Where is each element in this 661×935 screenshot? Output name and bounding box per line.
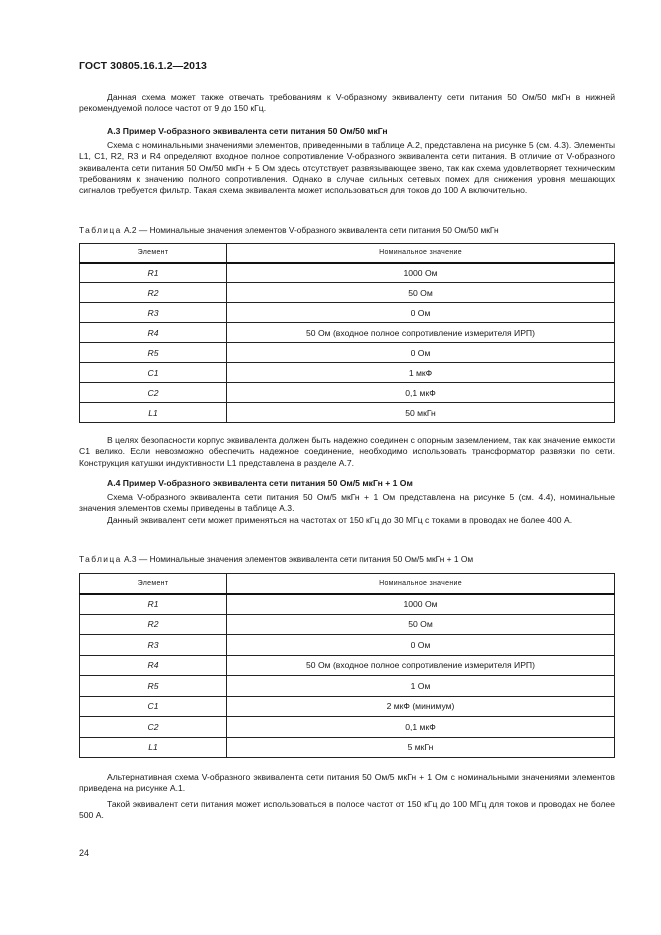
value-cell: 0,1 мкФ [227, 717, 615, 738]
table-a3-header-row [80, 574, 615, 594]
table-a2-caption-text: А.2 — Номинальные значения элементов V-образного эквивалента сети питания 50 Ом/50 мкГн [121, 225, 499, 235]
element-cell: C2 [80, 717, 227, 738]
table-a2-header-row [80, 244, 615, 263]
table-row [80, 635, 615, 656]
element-cell: R4 [80, 655, 227, 676]
value-cell: 0 Ом [227, 635, 615, 656]
value-cell: 1000 Ом [227, 263, 615, 283]
table-row [80, 283, 615, 303]
element-cell: R1 [80, 594, 227, 615]
table-a3-header-value: Номинальное значение [227, 574, 615, 594]
paragraph-a4-usage: Данный эквивалент сети может применяться на частотах от 150 кГц до 30 МГц с токами в проводах не более 400 А. [107, 515, 573, 525]
table-a2 [79, 243, 615, 423]
value-cell: 1000 Ом [227, 594, 615, 615]
table-a3-caption-prefix: Таблица [79, 554, 122, 564]
element-cell: R2 [80, 283, 227, 303]
element-cell: R5 [80, 343, 227, 363]
value-cell: 1 Ом [227, 676, 615, 697]
page-number: 24 [79, 848, 90, 858]
value-cell: 0 Ом [227, 303, 615, 323]
document-header: ГОСТ 30805.16.1.2—2013 [79, 60, 207, 72]
table-row [80, 303, 615, 323]
element-cell: R3 [80, 303, 227, 323]
paragraph-a3: Схема с номинальными значениями элементов, приведенными в таблице А.2, представлена на рисунке 5 (см. 4.3). Элементы L1, C1, R2, R3 и R4 определяют входное полное сопротивление V-образного эквивалента сети питания. В отличие от V-образного эквивалента сети питания 50 Ом/50 мкГн + 5 Ом здесь отсутствует развязывающее звено, так как схема удовлетворяет техническим требованиям к значению полного сопротивления. Однако в случае сильных сетевых помех для снижения уровня мешающих сигналов требуется фильтр. Такая схема эквивалента может использоваться для токов до 100 А включительно. [79, 140, 615, 196]
paragraph-safety: В целях безопасности корпус эквивалента должен быть надежно соединен с опорным заземлением, так как значение емкости С1 велико. Если невозможно обеспечить надежное соединение, необходимо использовать трансформатор развязки по сети. Конструкция катушки индуктивности L1 представлена в разделе А.7. [79, 435, 615, 468]
section-heading-a4: А.4 Пример V-образного эквивалента сети питания 50 Ом/5 мкГн + 1 Ом [107, 478, 413, 488]
element-cell: C1 [80, 363, 227, 383]
table-a3-caption-text: А.3 — Номинальные значения элементов эквивалента сети питания 50 Ом/5 мкГн + 1 Ом [121, 554, 474, 564]
table-a2-caption [79, 225, 499, 235]
value-cell: 50 Ом [227, 283, 615, 303]
element-cell: C1 [80, 696, 227, 717]
table-row [80, 717, 615, 738]
table-a3 [79, 573, 615, 758]
value-cell: 1 мкФ [227, 363, 615, 383]
value-cell: 50 мкГн [227, 403, 615, 423]
value-cell: 5 мкГн [227, 737, 615, 758]
element-cell: L1 [80, 737, 227, 758]
table-row [80, 737, 615, 758]
section-heading-a3: А.3 Пример V-образного эквивалента сети питания 50 Ом/50 мкГн [107, 126, 388, 136]
table-row [80, 594, 615, 615]
value-cell: 50 Ом (входное полное сопротивление измерителя ИРП) [227, 655, 615, 676]
value-cell: 0 Ом [227, 343, 615, 363]
table-row [80, 655, 615, 676]
table-row [80, 383, 615, 403]
table-row [80, 323, 615, 343]
value-cell: 2 мкФ (минимум) [227, 696, 615, 717]
value-cell: 0,1 мкФ [227, 383, 615, 403]
element-cell: R1 [80, 263, 227, 283]
paragraph-alternative: Альтернативная схема V-образного эквивалента сети питания 50 Ом/5 мкГн + 1 Ом с номинальными значениями элементов приведена на рисунке А.1. [79, 772, 615, 794]
table-row [80, 614, 615, 635]
paragraph-frequency: Такой эквивалент сети питания может использоваться в полосе частот от 150 кГц до 100 МГц для токов и проводах не более 500 А. [79, 799, 615, 821]
table-row [80, 363, 615, 383]
element-cell: R4 [80, 323, 227, 343]
element-cell: R5 [80, 676, 227, 697]
element-cell: R2 [80, 614, 227, 635]
table-a2-header-value: Номинальное значение [227, 244, 615, 263]
element-cell: L1 [80, 403, 227, 423]
table-a3-header-element: Элемент [80, 574, 227, 594]
table-row [80, 403, 615, 423]
table-a2-caption-prefix: Таблица [79, 225, 122, 235]
element-cell: C2 [80, 383, 227, 403]
value-cell: 50 Ом (входное полное сопротивление измерителя ИРП) [227, 323, 615, 343]
table-a3-caption [79, 554, 473, 564]
table-row [80, 696, 615, 717]
paragraph-a4-scheme: Схема V-образного эквивалента сети питания 50 Ом/5 мкГн + 1 Ом представлена на рисунке 5 (см. 4.4), номинальные значения элементов схемы приведены в таблице А.3. [79, 492, 615, 514]
table-row [80, 343, 615, 363]
table-row [80, 676, 615, 697]
paragraph-intro: Данная схема может также отвечать требованиям к V-образному эквиваленту сети питания 50 Ом/50 мкГн в нижней рекомендуемой полосе частот от 9 до 150 кГц. [79, 92, 615, 114]
value-cell: 50 Ом [227, 614, 615, 635]
table-a2-header-element: Элемент [80, 244, 227, 263]
table-row [80, 263, 615, 283]
element-cell: R3 [80, 635, 227, 656]
